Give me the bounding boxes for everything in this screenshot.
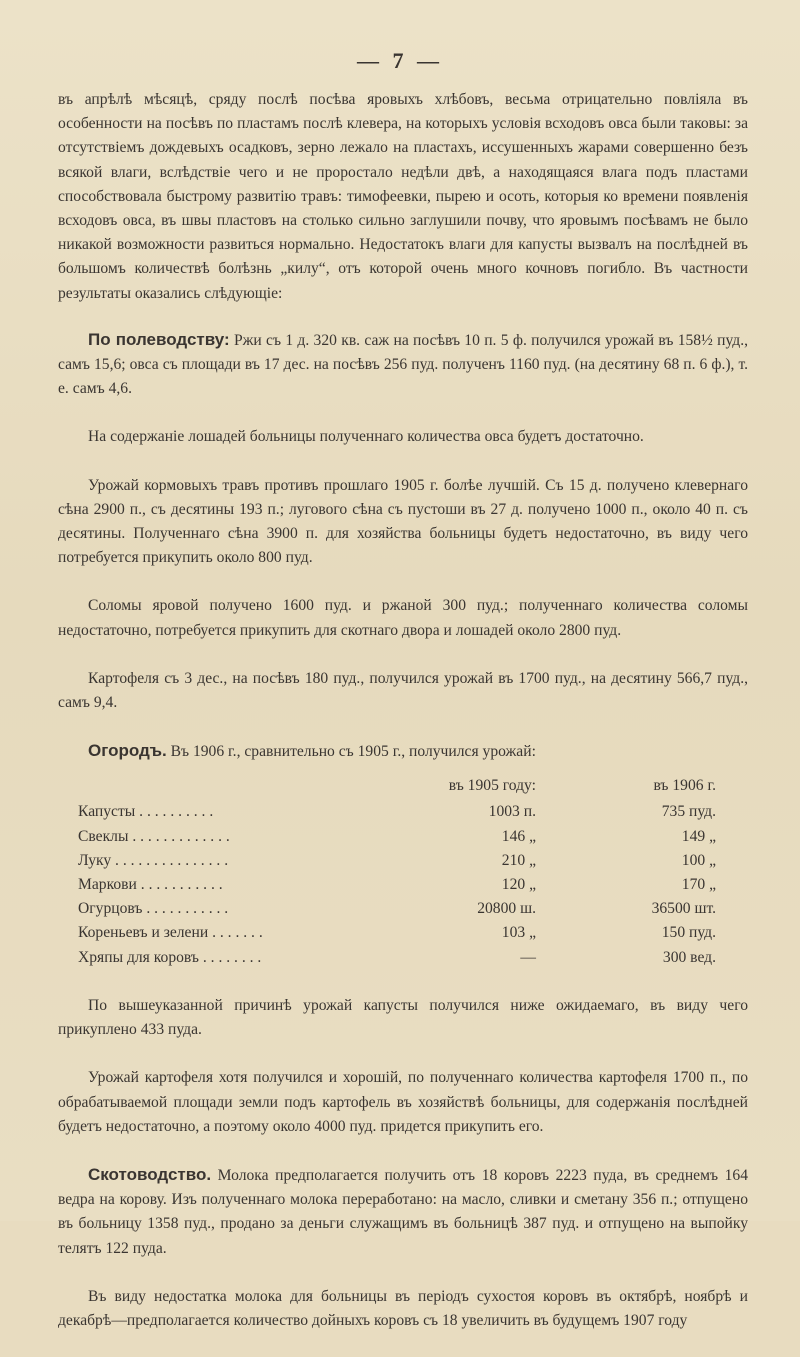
garden-harvest-table bbox=[78, 772, 716, 969]
paragraph-potato-purchase: Урожай картофеля хотя получился и хорошій, по полученнаго количества картофеля 1700 п., по обрабатываемой площади земли подъ картофель въ хозяйствѣ больницы, для содержанія послѣдней будетъ недостаточно, а поэтому около 4000 пуд. придется прикупить его. bbox=[58, 1069, 748, 1135]
table-row bbox=[78, 897, 716, 921]
page-number: — 7 — bbox=[357, 48, 443, 73]
table-row bbox=[78, 873, 716, 897]
crop-name: Огурцовъ . . . . . . . . . . . bbox=[78, 900, 229, 918]
crop-1905: — bbox=[520, 948, 536, 966]
crop-1906: 100 „ bbox=[681, 851, 716, 869]
paragraph-garden-text: Въ 1906 г., сравнительно съ 1905 г., получился урожай: bbox=[166, 743, 536, 761]
paragraph-straw: Соломы яровой получено 1600 пуд. и ржаной 300 пуд.; полученнаго количества соломы недостаточно, потребуется прикупить для скотнаго двора и лошадей около 2800 пуд. bbox=[58, 597, 748, 639]
table-row bbox=[78, 800, 716, 824]
paragraph-intro: въ апрѣлѣ мѣсяцѣ, сряду послѣ посѣва яровыхъ хлѣбовъ, весьма отрицательно повліяла въ особенности на посѣвъ по пластамъ послѣ клевера, на которыхъ условія всходовъ овса были таковы: за отсутствіемъ дождевыхъ осадковъ, зерно лежало на пластахъ, иссушенныхъ жарами совершенно безъ всякой влаги, вслѣдствіе чего и не проростало недѣли двѣ, а находящаяся влага подъ пластами способствовала быстрому развитію травъ: тимофеевки, пырею и осоть, которыя ко времени появленія всходовъ овса, въ швы пластовъ на столько сильно заглушили почву, что яровымъ посѣвамъ не было никакой возможности развиться нормально. Недостатокъ влаги для капусты вызвалъ на послѣдней въ большомъ количествѣ болѣзнь „килу“, отъ которой очень много кочновъ погибло. Въ частности результаты оказались слѣдующіе: bbox=[58, 91, 748, 302]
crop-1905: 20800 ш. bbox=[477, 900, 536, 918]
paragraph-field-farming bbox=[58, 328, 748, 402]
crop-1905: 1003 п. bbox=[488, 803, 536, 821]
section-heading-field-farming: По полеводству: bbox=[88, 329, 230, 349]
paragraph-cabbage: По вышеуказанной причинѣ урожай капусты получился ниже ожидаемаго, въ виду чего прикуплено 433 пуда. bbox=[58, 996, 748, 1039]
crop-name: Свеклы . . . . . . . . . . . . . bbox=[78, 827, 230, 845]
crop-name: Луку . . . . . . . . . . . . . . . bbox=[78, 851, 229, 869]
table-header-row bbox=[78, 772, 716, 800]
crop-1905: 210 „ bbox=[501, 851, 536, 869]
crop-1905: 120 „ bbox=[501, 876, 536, 894]
section-heading-garden: Огородъ. bbox=[88, 741, 167, 761]
paragraph-potatoes: Картофеля съ 3 дес., на посѣвъ 180 пуд., получился урожай въ 1700 пуд., на десятину 566,7 пуд., самъ 9,4. bbox=[58, 669, 748, 712]
crop-1906: 735 пуд. bbox=[661, 803, 716, 821]
paragraph-livestock-text: Молока предполагается получить отъ 18 коровъ 2223 пуда, въ среднемъ 164 ведра на корову. Изъ полученнаго молока переработано: на масло, сливки и сметану 356 п.; отпущено въ больницу 1358 пуд., продано за деньги служащимъ въ больницѣ 387 пуд. и отпущено на выпойку телятъ 122 пуда. bbox=[58, 1166, 748, 1257]
crop-1906: 149 „ bbox=[681, 827, 716, 845]
table-header-crop bbox=[78, 772, 386, 800]
paragraph-garden bbox=[58, 739, 748, 764]
paragraph-milk-shortage: Въ виду недостатка молока для больницы въ періодъ сухостоя коровъ въ октябрѣ, ноябрѣ и декабрѣ—предполагается количество дойныхъ коровъ съ 18 увеличить въ будущемъ 1907 году bbox=[58, 1287, 748, 1329]
paragraph-livestock bbox=[58, 1163, 748, 1261]
crop-1905: 103 „ bbox=[501, 924, 536, 942]
paragraph-horses: На содержаніе лошадей больницы полученнаго количества овса будетъ достаточно. bbox=[88, 428, 644, 446]
crop-1906: 170 „ bbox=[681, 876, 716, 894]
table-header-1905: въ 1905 году: bbox=[448, 777, 536, 795]
crop-name: Хряпы для коровъ . . . . . . . . bbox=[78, 948, 262, 966]
crop-name: Капусты . . . . . . . . . . bbox=[78, 803, 214, 821]
table-row bbox=[78, 825, 716, 849]
table-row bbox=[78, 946, 716, 970]
paragraph-fodder: Урожай кормовыхъ травъ противъ прошлаго 1905 г. болѣе лучшій. Съ 15 д. получено клевернаго сѣна 2900 п., съ десятины 193 п.; лугового сѣна съ пустоши въ 27 д. получено 1000 п., около 40 п. съ десятины. Полученнаго сѣна 3900 п. для хозяйства больницы будетъ недостаточно, въ виду чего потребуется прикупить около 800 пуд. bbox=[58, 476, 748, 567]
table-row bbox=[78, 849, 716, 873]
table-row bbox=[78, 921, 716, 945]
paragraph-field-farming-text: Ржи съ 1 д. 320 кв. саж на посѣвъ 10 п. 5 ф. получился урожай въ 158½ пуд., самъ 15,6; овса съ площади въ 17 дес. на посѣвъ 256 пуд. полученъ 1160 пуд. (на десятину 68 п. 6 ф.), т. е. самъ 4,6. bbox=[58, 331, 748, 398]
crop-name: Маркови . . . . . . . . . . . bbox=[78, 876, 223, 894]
crop-1906: 36500 шт. bbox=[651, 900, 716, 918]
crop-1906: 300 вед. bbox=[662, 948, 716, 966]
crop-name: Кореньевъ и зелени . . . . . . . bbox=[78, 924, 263, 942]
crop-1905: 146 „ bbox=[501, 827, 536, 845]
section-heading-livestock: Скотоводство. bbox=[88, 1164, 212, 1184]
table-header-1906: въ 1906 г. bbox=[653, 777, 716, 795]
page-body bbox=[58, 88, 748, 1357]
crop-1906: 150 пуд. bbox=[661, 924, 716, 942]
